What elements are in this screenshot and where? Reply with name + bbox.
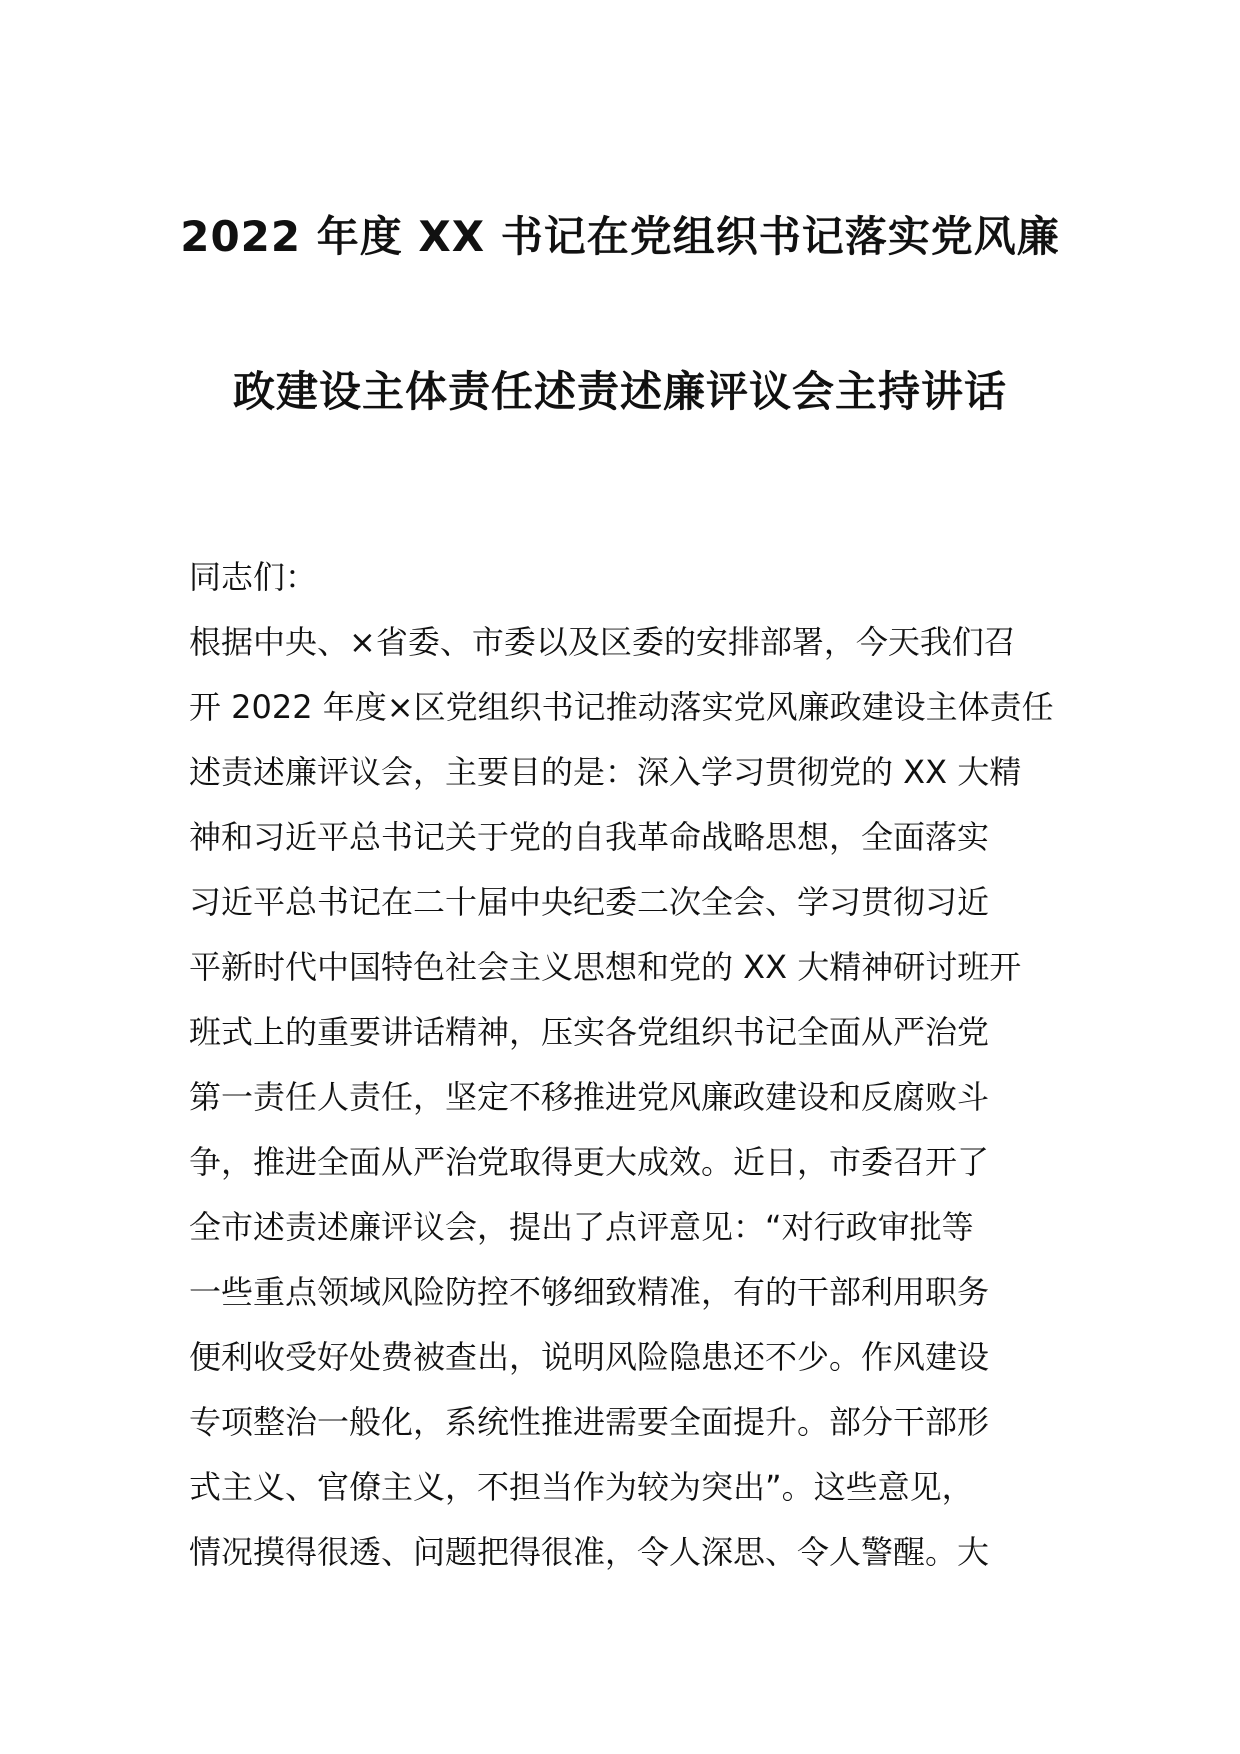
greeting: 同志们： (189, 558, 318, 596)
paragraph-line: 便利收受好处费被查出，说明风险隐患还不少。作风建设 (189, 1338, 990, 1376)
paragraph-line: 班式上的重要讲话精神，压实各党组织书记全面从严治党 (189, 1013, 990, 1051)
paragraph-line: 全市述责述廉评议会，提出了点评意见：“对行政审批等 (189, 1208, 974, 1246)
paragraph-line: 习近平总书记在二十届中央纪委二次全会、学习贯彻习近 (189, 883, 990, 921)
paragraph-line: 专项整治一般化，系统性推进需要全面提升。部分干部形 (189, 1403, 990, 1441)
document-title-line-2: 政建设主体责任述责述廉评议会主持讲话 (232, 367, 1007, 416)
paragraph-line: 争，推进全面从严治党取得更大成效。近日，市委召开了 (189, 1143, 990, 1181)
document-title-line-1: 2022 年度 XX 书记在党组织书记落实党风廉 (180, 212, 1060, 261)
paragraph-line: 平新时代中国特色社会主义思想和党的 XX 大精神研讨班开 (189, 948, 1022, 986)
paragraph-line: 第一责任人责任，坚定不移推进党风廉政建设和反腐败斗 (189, 1078, 990, 1116)
paragraph-line: 情况摸得很透、问题把得很准，令人深思、令人警醒。大 (189, 1533, 990, 1571)
paragraph-line: 式主义、官僚主义，不担当作为较为突出”。这些意见， (189, 1468, 974, 1506)
paragraph-line: 述责述廉评议会，主要目的是：深入学习贯彻党的 XX 大精 (189, 753, 1022, 791)
speech-paragraph (189, 610, 1054, 1585)
paragraph-line: 神和习近平总书记关于党的自我革命战略思想，全面落实 (189, 818, 990, 856)
paragraph-line: 一些重点领域风险防控不够细致精准，有的干部利用职务 (189, 1273, 990, 1311)
paragraph-line: 开 2022 年度×区党组织书记推动落实党风廉政建设主体责任 (189, 688, 1054, 726)
paragraph-line: 根据中央、×省委、市委以及区委的安排部署，今天我们召 (189, 623, 1016, 661)
